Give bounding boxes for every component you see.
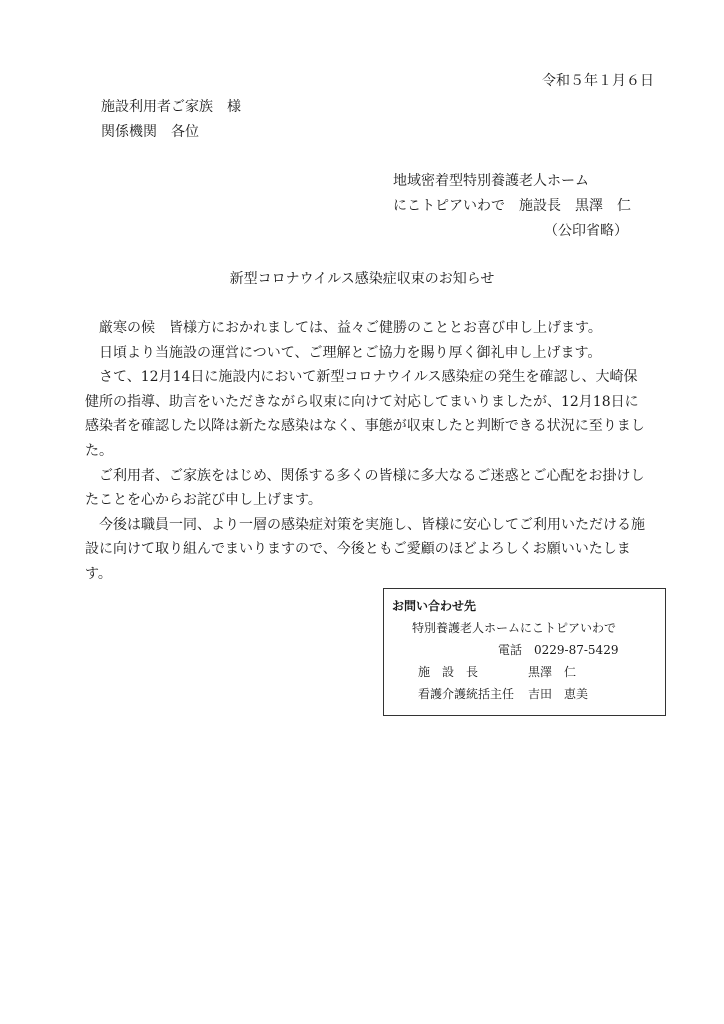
- seal-omitted-note: （公印省略）: [544, 223, 628, 239]
- sender-director: にこトピアいわで 施設長 黒澤 仁: [393, 198, 631, 214]
- contact-phone: 電話 0229-87-5429: [498, 643, 619, 657]
- notice-date: 令和５年１月６日: [542, 73, 654, 89]
- addressee-families: 施設利用者ご家族 様: [101, 99, 241, 115]
- sender-facility: 地域密着型特別養護老人ホーム: [393, 173, 589, 189]
- addressee-agencies-suffix: 各位: [171, 124, 199, 140]
- body-paragraph: さて、12月14日に施設内において新型コロナウイルス感染症の発生を確認し、大崎保健所の指導、助言をいただきながら収束に向けて対応してまいりましたが、12月18日に感染者を確認した以降は新たな感染はなく、事態が収束したと判断できる状況に至りました。: [85, 369, 645, 459]
- contact-name: 吉田 恵美: [528, 687, 589, 701]
- body-paragraph: 日頃より当施設の運営について、ご理解とご協力を賜り厚く御礼申し上げます。: [99, 344, 602, 361]
- addressee-agencies: [101, 121, 199, 141]
- contact-role: 施 設 長: [418, 665, 479, 679]
- contact-role: 看護介護統括主任: [418, 687, 515, 701]
- contact-name: 黒澤 仁: [528, 665, 577, 679]
- notice-body: [85, 316, 647, 587]
- contact-row: [418, 663, 576, 680]
- notice-title: 新型コロナウイルス感染症収束のお知らせ: [229, 271, 495, 287]
- body-paragraph: 厳寒の候 皆様方におかれましては、益々ご健勝のこととお喜び申し上げます。: [99, 320, 602, 336]
- addressee-agencies-org: 関係機関: [101, 124, 157, 140]
- contact-heading: お問い合わせ先: [392, 599, 477, 613]
- contact-row: [418, 685, 588, 702]
- body-paragraph: 今後は職員一同、より一層の感染症対策を実施し、皆様に安心してご利用いただける施設に向けて取り組んでまいりますので、今後ともご愛顧のほどよろしくお願いいたします。: [85, 516, 645, 582]
- body-paragraph: ご利用者、ご家族をはじめ、関係する多くの皆様に多大なるご迷惑とご心配をお掛けしたことを心からお詫び申し上げます。: [85, 467, 645, 509]
- contact-organization: 特別養護老人ホームにこトピアいわで: [412, 621, 617, 635]
- contact-box: [383, 588, 666, 716]
